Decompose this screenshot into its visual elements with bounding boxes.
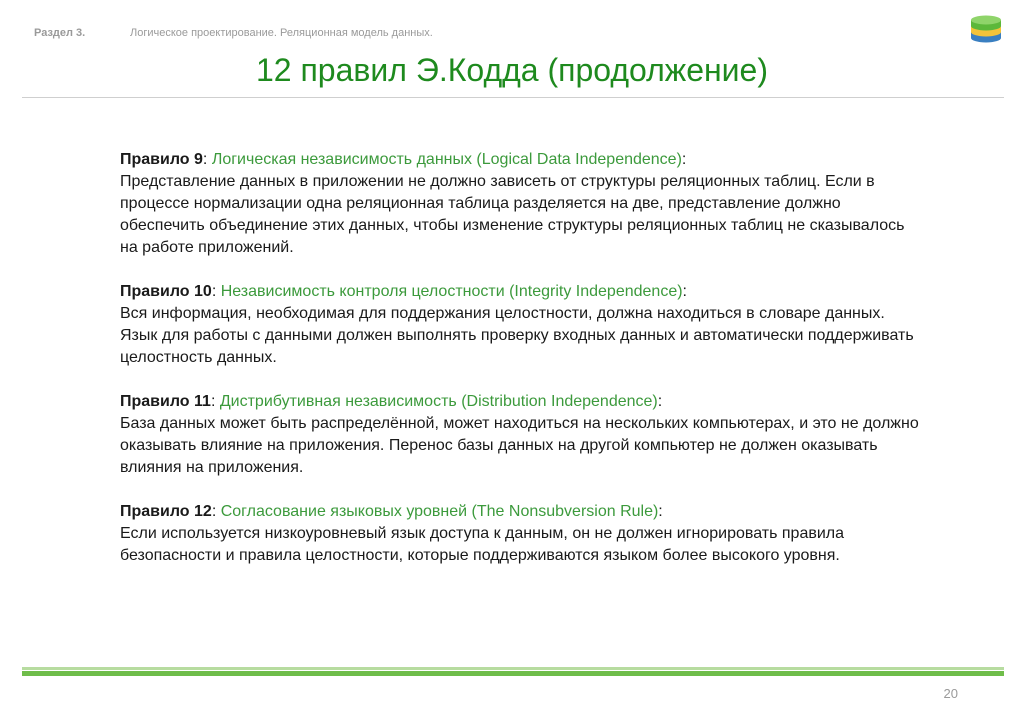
page-number: 20: [943, 686, 958, 701]
database-stack-icon: [968, 14, 1004, 44]
rule-item: [120, 281, 920, 369]
section-label: Раздел 3.: [34, 27, 86, 39]
rule-body: Если используется низкоуровневый язык доступа к данным, он не должен игнорировать правила безопасности и правила целостности, которые поддерживаются языком более высокого уровня.: [120, 525, 845, 564]
rule-heading: Правило 9: Логическая независимость данных (Logical Data Independence):: [120, 151, 687, 168]
rule-name: Согласование языковых уровней (The Nonsubversion Rule): [220, 503, 659, 520]
title-divider: [22, 97, 1004, 98]
rule-item: [120, 501, 920, 567]
page-title: 12 правил Э.Кодда (продолжение): [255, 52, 768, 88]
rules-list: [120, 149, 920, 589]
rule-heading: Правило 11: Дистрибутивная независимость (Distribution Independence):: [120, 393, 663, 410]
rule-heading: Правило 12: Согласование языковых уровней (The Nonsubversion Rule):: [120, 503, 663, 520]
rule-label: Правило 12: [120, 503, 212, 520]
rule-body: Представление данных в приложении не должно зависеть от структуры реляционных таблиц. Если в процессе нормализации одна реляционная таблица разделяется на две, представление должно обеспечить объединение этих данных, чтобы изменение структуры реляционных таблиц не сказывалось на работе приложений.: [120, 173, 905, 256]
section-title: Логическое проектирование. Реляционная модель данных.: [130, 27, 433, 39]
rule-heading: Правило 10: Независимость контроля целостности (Integrity Independence):: [120, 283, 687, 300]
rule-label: Правило 10: [120, 283, 212, 300]
rule-item: [120, 391, 920, 479]
rule-body: База данных может быть распределённой, может находиться на нескольких компьютерах, и это не должно оказывать влияние на приложения. Перенос базы данных на другой компьютер не должен оказывать влияния на приложения.: [120, 415, 919, 476]
footer-bar: [22, 667, 1004, 676]
rule-body: Вся информация, необходимая для поддержания целостности, должна находиться в словаре данных. Язык для работы с данными должен выполнять проверку входных данных и автоматически поддерживать целостность данных.: [120, 305, 914, 366]
rule-name: Дистрибутивная независимость (Distribution Independence): [219, 393, 658, 410]
rule-name: Независимость контроля целостности (Integrity Independence): [220, 283, 683, 300]
rule-label: Правило 11: [120, 393, 211, 410]
rule-label: Правило 9: [120, 151, 203, 168]
rule-item: [120, 149, 920, 259]
rule-name: Логическая независимость данных (Logical Data Independence): [211, 151, 682, 168]
